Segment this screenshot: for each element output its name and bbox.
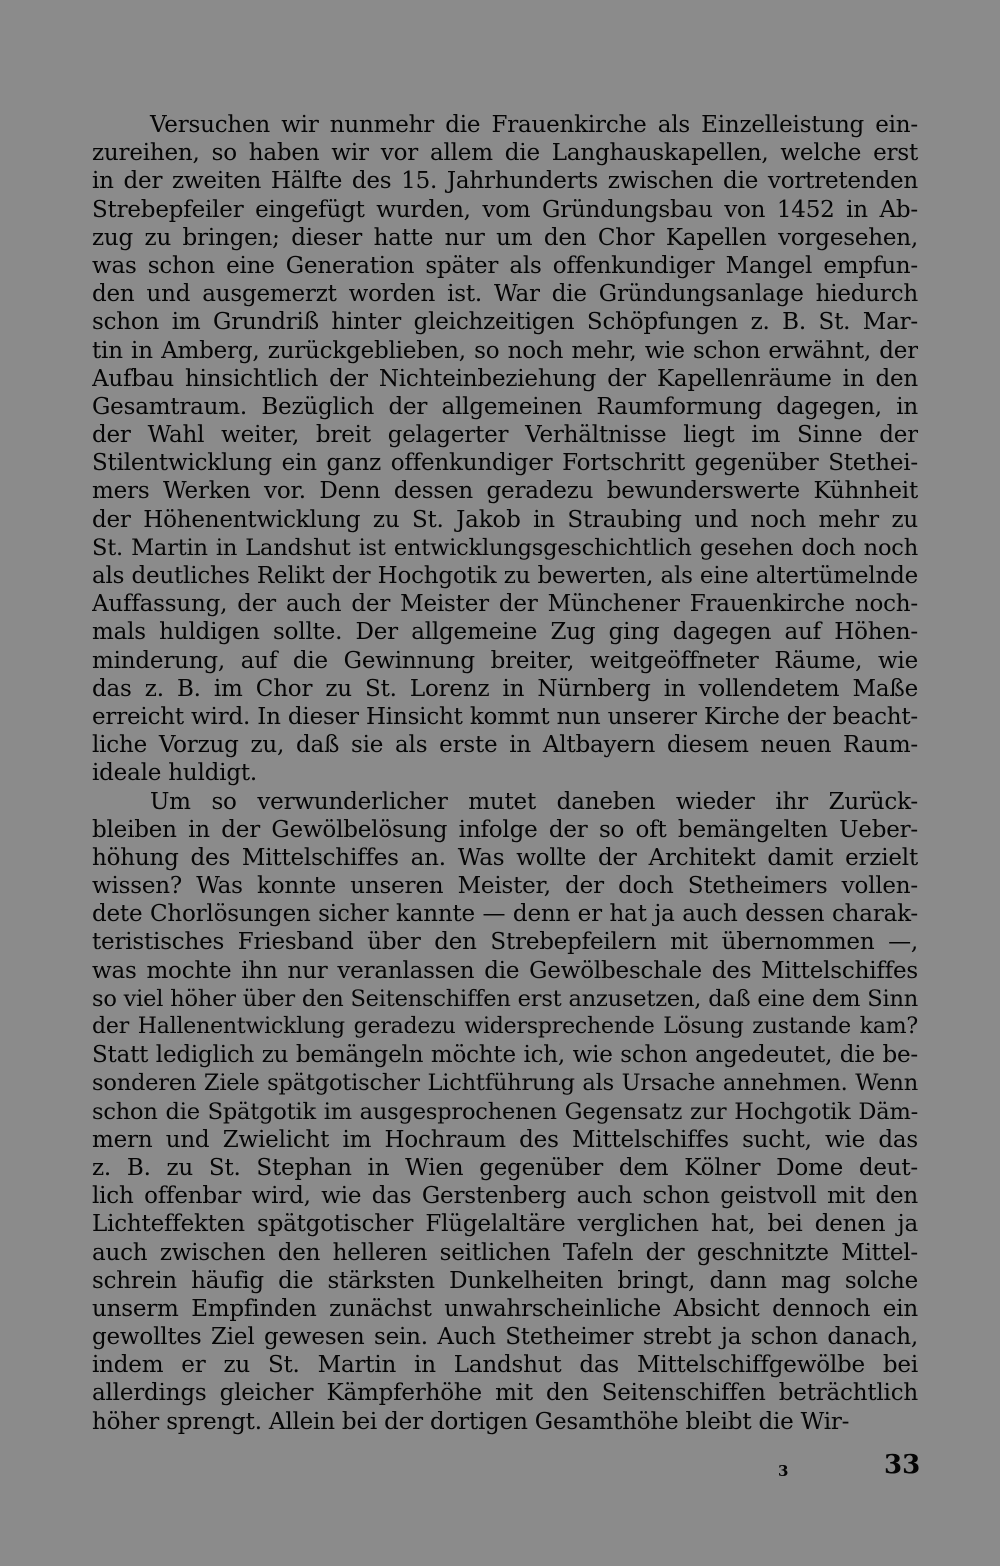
text-line: gewolltes Ziel gewesen sein. Auch Stetheimer strebt ja schon danach, (92, 1324, 918, 1351)
paragraph (92, 788, 918, 1436)
text-line: mern und Zwielicht im Hochraum des Mittelschiffes sucht, wie das (92, 1126, 918, 1153)
text-line: auch zwischen den helleren seitlichen Tafeln der geschnitzte Mittel- (92, 1239, 918, 1266)
text-line: der Höhenentwicklung zu St. Jakob in Straubing und noch mehr zu (92, 506, 918, 533)
page-number: 33 (884, 1450, 921, 1480)
text-line: teristisches Friesband über den Strebepfeilern mit übernommen —, (92, 929, 918, 956)
text-line: zureihen, so haben wir vor allem die Langhauskapellen, welche erst (92, 140, 918, 167)
text-line: dete Chorlösungen sicher kannte — denn er hat ja auch dessen charak- (92, 901, 918, 928)
text-line: der Wahl weiter, breit gelagerter Verhältnisse liegt im Sinne der (92, 422, 918, 449)
body-text (92, 111, 918, 1436)
text-line: mers Werken vor. Denn dessen geradezu bewunderswerte Kühnheit (92, 478, 918, 505)
text-line: lich offenbar wird, wie das Gerstenberg auch schon geistvoll mit den (92, 1183, 918, 1210)
text-line: schon im Grundriß hinter gleichzeitigen Schöpfungen z. B. St. Mar- (92, 309, 918, 336)
text-line: höher sprengt. Allein bei der dortigen Gesamthöhe bleibt die Wir- (92, 1408, 850, 1435)
text-line: als deutliches Relikt der Hochgotik zu bewerten, als eine altertümelnde (92, 563, 918, 589)
text-line: z. B. zu St. Stephan in Wien gegenüber dem Kölner Dome deut- (92, 1154, 918, 1181)
text-line: schon die Spätgotik im ausgesprochenen Gegensatz zur Hochgotik Däm- (92, 1098, 918, 1125)
text-line: sonderen Ziele spätgotischer Lichtführung als Ursache annehmen. Wenn (92, 1070, 918, 1097)
text-line: zug zu bringen; dieser hatte nur um den Chor Kapellen vorgesehen, (92, 224, 918, 251)
text-line: höhung des Mittelschiffes an. Was wollte der Architekt damit erzielt (92, 844, 918, 871)
text-line: allerdings gleicher Kämpferhöhe mit den Seitenschiffen beträchtlich (92, 1380, 918, 1407)
text-line: unserm Empfinden zunächst unwahrscheinliche Absicht dennoch ein (92, 1295, 918, 1322)
text-line: Stilentwicklung ein ganz offenkundiger Fortschritt gegenüber Stethei- (92, 450, 918, 477)
text-line: Lichteffekten spätgotischer Flügelaltäre verglichen hat, bei denen ja (92, 1211, 918, 1238)
text-line: Um so verwunderlicher mutet daneben wieder ihr Zurück- (150, 788, 918, 815)
text-line: was mochte ihn nur veranlassen die Gewölbeschale des Mittelschiffes (92, 957, 918, 984)
text-line: Aufbau hinsichtlich der Nichteinbeziehung der Kapellenräume in den (92, 365, 918, 392)
text-line: Auffassung, der auch der Meister der Münchener Frauenkirche noch- (92, 591, 918, 618)
text-line: Gesamtraum. Bezüglich der allgemeinen Raumformung dagegen, in (92, 393, 918, 420)
signature-mark: 3 (778, 1462, 789, 1480)
text-line: Statt lediglich zu bemängeln möchte ich, wie schon angedeutet, die be- (92, 1042, 918, 1069)
text-line: was schon eine Generation später als offenkundiger Mangel empfun- (92, 252, 918, 279)
text-line: Versuchen wir nunmehr die Frauenkirche als Einzelleistung ein- (150, 112, 918, 138)
text-line: bleiben in der Gewölbelösung infolge der so oft bemängelten Ueber- (92, 816, 918, 843)
text-line: wissen? Was konnte unseren Meister, der doch Stetheimers vollen- (92, 873, 918, 900)
text-line: das z. B. im Chor zu St. Lorenz in Nürnberg in vollendetem Maße (92, 675, 918, 702)
paragraph (92, 111, 918, 788)
text-line: liche Vorzug zu, daß sie als erste in Altbayern diesem neuen Raum- (92, 732, 918, 759)
text-line: St. Martin in Landshut ist entwicklungsgeschichtlich gesehen doch noch (92, 534, 918, 561)
text-line: indem er zu St. Martin in Landshut das Mittelschiffgewölbe bei (92, 1352, 918, 1379)
text-line: so viel höher über den Seitenschiffen erst anzusetzen, daß eine dem Sinn (92, 985, 918, 1012)
text-line: den und ausgemerzt worden ist. War die Gründungsanlage hiedurch (92, 281, 918, 308)
text-line: ideale huldigt. (92, 760, 258, 787)
text-line: Strebepfeiler eingefügt wurden, vom Gründungsbau von 1452 in Ab- (92, 196, 918, 223)
text-line: der Hallenentwicklung geradezu widersprechende Lösung zustande kam? (92, 1014, 918, 1039)
text-line: minderung, auf die Gewinnung breiter, weitgeöffneter Räume, wie (92, 647, 918, 674)
text-line: tin in Amberg, zurückgeblieben, so noch mehr, wie schon erwähnt, der (92, 337, 918, 364)
text-line: in der zweiten Hälfte des 15. Jahrhunderts zwischen die vortretenden (92, 168, 918, 195)
text-line: erreicht wird. In dieser Hinsicht kommt nun unserer Kirche der beacht- (92, 703, 918, 730)
text-line: mals huldigen sollte. Der allgemeine Zug ging dagegen auf Höhen- (92, 619, 918, 646)
text-line: schrein häufig die stärksten Dunkelheiten bringt, dann mag solche (92, 1267, 918, 1294)
